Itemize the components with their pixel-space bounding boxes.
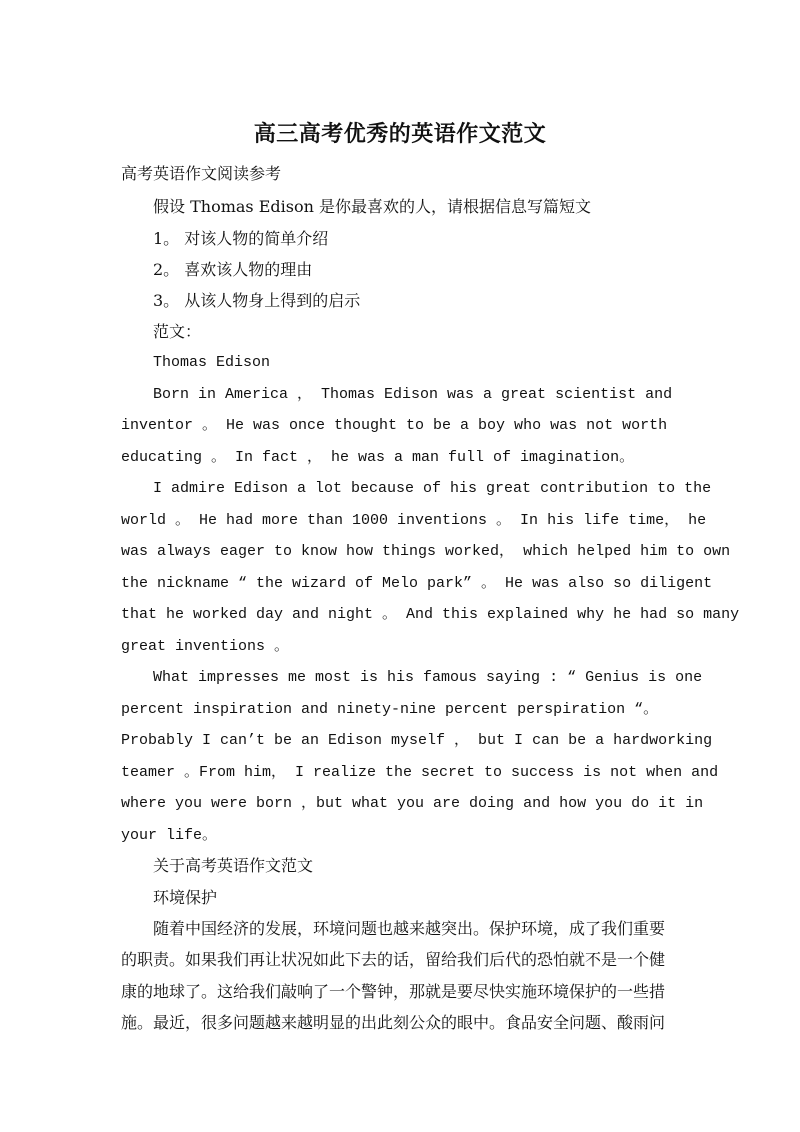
chinese-essay-line: 康的地球了。这给我们敲响了一个警钟，那就是要尽快实施环境保护的一些措 (121, 982, 666, 1001)
essay-line: I admire Edison a lot because of his great contribution to the (153, 480, 712, 497)
essay-line: great inventions 。 (121, 638, 290, 655)
sample-label: 范文： (153, 322, 202, 341)
essay-line: Born in America ， Thomas Edison was a great scientist and (153, 386, 673, 403)
essay-line: What impresses me most is his famous saying : “ Genius is one (153, 669, 703, 686)
requirement-2: 2。 喜欢该人物的理由 (153, 260, 313, 279)
chinese-essay-line: 施。最近，很多问题越来越明显的出此刻公众的眼中。食品安全问题、酸雨问 (121, 1013, 666, 1032)
essay-line: the nickname “ the wizard of Melo park” 。 He was also so diligent (121, 575, 713, 592)
essay-line: Probably I can’t be an Edison myself ， but I can be a hardworking (121, 732, 713, 749)
essay-line: world 。 He had more than 1000 inventions 。 In his life time， he (121, 512, 707, 529)
essay-heading: Thomas Edison (153, 354, 271, 371)
essay-line: percent inspiration and ninety-nine percent perspiration “。 (121, 701, 659, 718)
requirement-3: 3。 从该人物身上得到的启示 (153, 291, 361, 310)
essay-line: educating 。 In fact ， he was a man full of imagination。 (121, 449, 635, 466)
chinese-essay-line: 的职责。如果我们再让状况如此下去的话，留给我们后代的恐怕就不是一个健 (121, 950, 666, 969)
essay-line: inventor 。 He was once thought to be a boy who was not worth (121, 417, 668, 434)
essay-line: teamer 。From him， I realize the secret to success is not when and (121, 764, 719, 781)
essay-line: was always eager to know how things worked， which helped him to own (121, 543, 731, 560)
essay-line: your life。 (121, 827, 218, 844)
essay-line: where you were born ，but what you are doing and how you do it in (121, 795, 704, 812)
essay-topic: 环境保护 (153, 888, 218, 907)
document-title: 高三高考优秀的英语作文范文 (253, 122, 547, 147)
requirement-1: 1。 对该人物的简单介绍 (153, 229, 329, 248)
essay-line: that he worked day and night 。 And this explained why he had so many (121, 606, 740, 623)
prompt-line: 假设 Thomas Edison 是你最喜欢的人，请根据信息写篇短文 (153, 197, 591, 216)
section-heading: 关于高考英语作文范文 (153, 856, 314, 875)
subtitle-line: 高考英语作文阅读参考 (121, 164, 282, 183)
chinese-essay-line: 随着中国经济的发展，环境问题也越来越突出。保护环境，成了我们重要 (153, 919, 666, 938)
